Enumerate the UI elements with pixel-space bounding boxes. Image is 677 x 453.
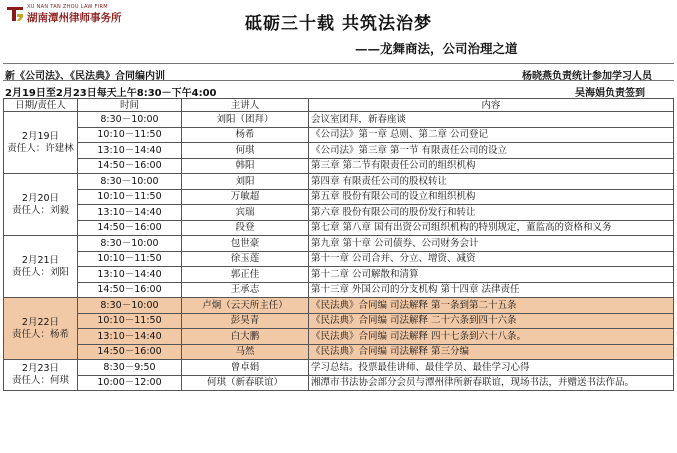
column-header-date: 日期/责任人 bbox=[4, 99, 78, 112]
session-time: 10:10－11:50 bbox=[78, 189, 182, 205]
session-speaker: 曾卓娟 bbox=[182, 360, 309, 376]
training-name: 新《公司法》、《民法典》合同编内训 bbox=[5, 71, 165, 82]
table-row bbox=[4, 251, 674, 267]
table-row bbox=[4, 127, 674, 143]
table-row bbox=[4, 344, 674, 360]
table-row bbox=[4, 375, 674, 391]
stat-note: 杨晓燕负责统计参加学习人员 bbox=[522, 71, 652, 82]
table-row bbox=[4, 112, 674, 128]
session-time: 14:50－16:00 bbox=[78, 344, 182, 360]
day-cell bbox=[4, 112, 78, 174]
day-date: 2月21日 bbox=[21, 254, 60, 266]
table-row bbox=[4, 220, 674, 236]
day-cell bbox=[4, 174, 78, 236]
session-time: 14:50－16:00 bbox=[78, 282, 182, 298]
session-speaker: 王承志 bbox=[182, 282, 309, 298]
session-speaker: 何琪 bbox=[182, 143, 309, 159]
table-row bbox=[4, 174, 674, 190]
table-row bbox=[4, 158, 674, 174]
table-header-row bbox=[4, 99, 674, 112]
session-content: 第十一章 公司合并、分立、增资、减资 bbox=[309, 251, 674, 267]
session-time: 13:10－14:40 bbox=[78, 267, 182, 283]
session-content: 第三章 第二节有限责任公司的组织机构 bbox=[309, 158, 674, 174]
session-content: 湘潭市书法协会部分会员与潭州律所新春联谊，现场书法，并赠送书法作品。 bbox=[309, 375, 674, 391]
day-responsible: 责任人：许建林 bbox=[7, 142, 74, 154]
session-time: 14:50－16:00 bbox=[78, 158, 182, 174]
session-time: 10:10－11:50 bbox=[78, 313, 182, 329]
column-header-content: 内容 bbox=[309, 99, 674, 112]
session-content: 第五章 股份有限公司的设立和组织机构 bbox=[309, 189, 674, 205]
column-header-speaker: 主讲人 bbox=[182, 99, 309, 112]
day-date: 2月22日 bbox=[21, 316, 60, 328]
session-speaker: 段登 bbox=[182, 220, 309, 236]
session-speaker: 何琪（新春联谊） bbox=[182, 375, 309, 391]
session-time: 13:10－14:40 bbox=[78, 143, 182, 159]
table-row bbox=[4, 298, 674, 314]
day-cell bbox=[4, 236, 78, 298]
table-row bbox=[4, 329, 674, 345]
session-speaker: 宾瑞 bbox=[182, 205, 309, 221]
session-time: 10:00－12:00 bbox=[78, 375, 182, 391]
table-row bbox=[4, 313, 674, 329]
session-time: 13:10－14:40 bbox=[78, 329, 182, 345]
session-time: 10:10－11:50 bbox=[78, 127, 182, 143]
session-speaker: 刘阳（团拜） bbox=[182, 112, 309, 128]
divider bbox=[3, 80, 674, 81]
session-speaker: 卢炯（云天所主任） bbox=[182, 298, 309, 314]
session-time: 8:30－10:00 bbox=[78, 112, 182, 128]
table-row bbox=[4, 236, 674, 252]
training-period: 2月19日至2月23日每天上午8:30－下午4:00 bbox=[5, 88, 217, 99]
session-time: 8:30－10:00 bbox=[78, 174, 182, 190]
day-responsible: 责任人：何琪 bbox=[11, 375, 69, 386]
session-time: 13:10－14:40 bbox=[78, 205, 182, 221]
day-date: 2月19日 bbox=[21, 130, 60, 142]
table-row bbox=[4, 360, 674, 376]
session-speaker: 韩阳 bbox=[182, 158, 309, 174]
logo-english-text: XU NAN TAN ZHOU LAW FIRM bbox=[27, 4, 108, 10]
session-content: 《民法典》合同编 司法解释 第一条到第二十五条 bbox=[309, 298, 674, 314]
table-row bbox=[4, 189, 674, 205]
session-speaker: 万敏超 bbox=[182, 189, 309, 205]
page-subtitle: ——龙舞商法，公司治理之道 bbox=[355, 41, 518, 56]
session-content: 第六章 股份有限公司的股份发行和转让 bbox=[309, 205, 674, 221]
schedule-table bbox=[3, 98, 674, 391]
column-header-time: 时间 bbox=[78, 99, 182, 112]
session-content: 会议室团拜，新春座谈 bbox=[309, 112, 674, 128]
logo-firm-name: 湖南潭州律师事务所 bbox=[27, 12, 122, 24]
table-row bbox=[4, 205, 674, 221]
session-content: 第七章 第八章 国有出资公司组织机构的特别规定，董监高的资格和义务 bbox=[309, 220, 674, 236]
session-content: 第四章 有限责任公司的股权转让 bbox=[309, 174, 674, 190]
session-content: 学习总结。投票最佳讲师、最佳学员、最佳学习心得 bbox=[309, 360, 674, 376]
session-time: 8:30－10:00 bbox=[78, 236, 182, 252]
session-content: 《公司法》第一章 总则、第二章 公司登记 bbox=[309, 127, 674, 143]
table-row bbox=[4, 143, 674, 159]
session-time: 14:50－16:00 bbox=[78, 220, 182, 236]
session-speaker: 白大鹏 bbox=[182, 329, 309, 345]
session-time: 8:30－9:50 bbox=[78, 360, 182, 376]
day-responsible: 责任人：刘阳 bbox=[11, 266, 69, 278]
day-cell bbox=[4, 298, 78, 360]
signin-note: 吴海娟负责签到 bbox=[575, 88, 645, 99]
session-content: 第十二章 公司解散和清算 bbox=[309, 267, 674, 283]
session-speaker: 马然 bbox=[182, 344, 309, 360]
table-row bbox=[4, 282, 674, 298]
session-time: 8:30－10:00 bbox=[78, 298, 182, 314]
session-speaker: 徐玉莲 bbox=[182, 251, 309, 267]
day-cell bbox=[4, 360, 78, 391]
divider bbox=[3, 63, 674, 64]
session-content: 《民法典》合同编 司法解释 四十七条到六十八条。 bbox=[309, 329, 674, 345]
session-speaker: 刘阳 bbox=[182, 174, 309, 190]
page-title: 砥砺三十载 共筑法治梦 bbox=[245, 14, 432, 34]
session-speaker: 郭正佳 bbox=[182, 267, 309, 283]
table-row bbox=[4, 267, 674, 283]
session-time: 10:10－11:50 bbox=[78, 251, 182, 267]
session-content: 第九章 第十章 公司债券、公司财务会计 bbox=[309, 236, 674, 252]
day-date: 2月20日 bbox=[21, 192, 60, 204]
session-speaker: 彭昊青 bbox=[182, 313, 309, 329]
session-speaker: 杨希 bbox=[182, 127, 309, 143]
session-content: 《公司法》第三章 第一节 有限责任公司的设立 bbox=[309, 143, 674, 159]
day-responsible: 责任人：刘毅 bbox=[11, 204, 69, 216]
session-content: 《民法典》合同编 司法解释 二十六条到四十六条 bbox=[309, 313, 674, 329]
session-speaker: 包世豪 bbox=[182, 236, 309, 252]
day-date: 2月23日 bbox=[21, 363, 60, 374]
session-content: 《民法典》合同编 司法解释 第三分编 bbox=[309, 344, 674, 360]
session-content: 第十三章 外国公司的分支机构 第十四章 法律责任 bbox=[309, 282, 674, 298]
day-responsible: 责任人：杨希 bbox=[11, 328, 69, 340]
